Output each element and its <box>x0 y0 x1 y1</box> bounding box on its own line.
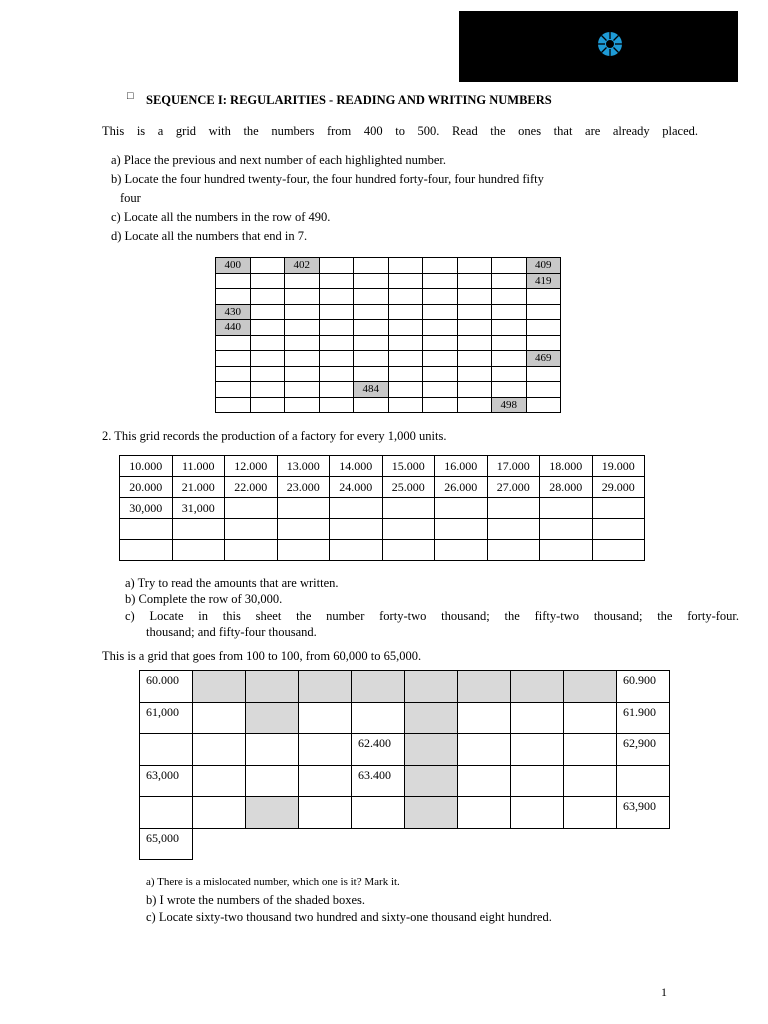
grid3-cell[interactable] <box>246 765 299 797</box>
task-1d: d) Locate all the numbers that end in 7. <box>111 229 308 243</box>
grid3-cell[interactable]: 61,000 <box>140 702 193 734</box>
grid2-cell[interactable] <box>435 540 488 561</box>
grid1-cell[interactable] <box>388 304 423 320</box>
grid3-cell[interactable] <box>352 702 405 734</box>
grid1-cell[interactable] <box>388 382 423 398</box>
grid1-cell[interactable] <box>319 366 354 382</box>
grid3-cell[interactable] <box>564 734 617 766</box>
grid1-cell[interactable] <box>457 366 492 382</box>
grid1-cell[interactable] <box>492 351 527 367</box>
grid2-cell[interactable] <box>330 519 383 540</box>
grid1-cell[interactable] <box>319 351 354 367</box>
grid2-cell[interactable] <box>172 540 225 561</box>
grid3-cell[interactable] <box>458 797 511 829</box>
grid2-cell[interactable] <box>382 519 435 540</box>
grid2-cell[interactable]: 27.000 <box>487 477 540 498</box>
grid1-cell[interactable] <box>423 366 458 382</box>
grid3-cell[interactable] <box>511 734 564 766</box>
grid1-row <box>216 382 561 398</box>
task-2c: c) Locate in this sheet the number forty-two thousand; the fifty-two thousand; the forty-four. <box>125 609 739 623</box>
grid1-cell[interactable] <box>457 258 492 274</box>
grid3-cell[interactable] <box>458 734 511 766</box>
grid1-cell[interactable] <box>526 382 561 398</box>
grid2-cell[interactable]: 26.000 <box>435 477 488 498</box>
grid2-cell[interactable]: 21.000 <box>172 477 225 498</box>
grid1-cell[interactable] <box>285 397 320 413</box>
grid2-cell[interactable]: 24.000 <box>330 477 383 498</box>
grid3-cell[interactable]: 65,000 <box>140 828 193 860</box>
grid3-cell[interactable] <box>246 734 299 766</box>
grid1-cell[interactable] <box>285 273 320 289</box>
grid3-cell[interactable] <box>193 671 246 703</box>
grid3-cell[interactable] <box>405 797 458 829</box>
grid3-cell[interactable] <box>511 765 564 797</box>
grid1-cell[interactable] <box>285 304 320 320</box>
grid1-cell[interactable] <box>250 366 285 382</box>
grid3-cell[interactable]: 60.000 <box>140 671 193 703</box>
grid3-cell[interactable]: 62.400 <box>352 734 405 766</box>
grid1-cell[interactable] <box>457 335 492 351</box>
grid1-cell[interactable] <box>285 335 320 351</box>
grid1-cell[interactable]: 469 <box>526 351 561 367</box>
task-3b: b) I wrote the numbers of the shaded boxes. <box>146 893 366 907</box>
grid3-cell[interactable] <box>564 797 617 829</box>
grid2-cell[interactable]: 18.000 <box>540 456 593 477</box>
page-number: 1 <box>661 985 667 999</box>
grid1-cell[interactable] <box>388 366 423 382</box>
grid1-cell[interactable] <box>526 366 561 382</box>
page-title: SEQUENCE I: REGULARITIES - READING AND WRITING NUMBERS <box>146 93 552 107</box>
grid1-cell[interactable] <box>354 289 389 305</box>
grid1-cell[interactable] <box>216 366 251 382</box>
grid1-cell[interactable] <box>388 320 423 336</box>
grid1-cell[interactable] <box>250 397 285 413</box>
number-grid-400-500 <box>215 257 561 413</box>
grid3-cell[interactable]: 63,000 <box>140 765 193 797</box>
grid1-cell[interactable] <box>319 289 354 305</box>
grid1-cell[interactable] <box>457 382 492 398</box>
grid1-cell[interactable] <box>354 258 389 274</box>
grid3-cell[interactable]: 62,900 <box>617 734 670 766</box>
grid1-cell[interactable] <box>492 335 527 351</box>
grid3-cell[interactable] <box>405 702 458 734</box>
grid1-cell[interactable] <box>423 304 458 320</box>
grid1-cell[interactable] <box>526 289 561 305</box>
grid1-row <box>216 304 561 320</box>
grid1-cell[interactable] <box>285 289 320 305</box>
grid1-cell[interactable] <box>388 351 423 367</box>
grid3-cell[interactable]: 63.400 <box>352 765 405 797</box>
grid1-cell[interactable] <box>216 335 251 351</box>
grid1-cell[interactable]: 440 <box>216 320 251 336</box>
grid1-cell[interactable] <box>492 304 527 320</box>
grid3-cell[interactable] <box>405 671 458 703</box>
grid2-cell[interactable]: 30,000 <box>120 498 173 519</box>
grid2-cell[interactable]: 25.000 <box>382 477 435 498</box>
grid1-cell[interactable] <box>423 351 458 367</box>
grid3-cell[interactable] <box>299 797 352 829</box>
grid3-row <box>140 734 670 766</box>
grid1-cell[interactable] <box>250 273 285 289</box>
grid3-cell[interactable] <box>405 734 458 766</box>
grid1-row <box>216 258 561 274</box>
grid1-cell[interactable] <box>354 304 389 320</box>
grid3-cell[interactable] <box>246 702 299 734</box>
grid1-cell[interactable] <box>526 335 561 351</box>
grid2-cell[interactable]: 10.000 <box>120 456 173 477</box>
grid2-cell[interactable] <box>592 498 645 519</box>
grid3-row <box>140 671 670 703</box>
grid1-cell[interactable] <box>250 258 285 274</box>
grid1-cell[interactable] <box>423 397 458 413</box>
grid2-cell[interactable]: 23.000 <box>277 477 330 498</box>
grid3-cell <box>511 828 564 860</box>
grid1-cell[interactable] <box>250 351 285 367</box>
grid1-cell[interactable] <box>423 382 458 398</box>
grid2-cell[interactable] <box>435 519 488 540</box>
grid1-cell[interactable] <box>423 289 458 305</box>
grid2-cell[interactable] <box>487 540 540 561</box>
grid2-cell[interactable]: 20.000 <box>120 477 173 498</box>
grid1-cell[interactable] <box>457 351 492 367</box>
grid2-row <box>120 477 645 498</box>
task-3a: a) There is a mislocated number, which one is it? Mark it. <box>146 876 400 888</box>
grid3-cell[interactable] <box>511 797 564 829</box>
grid2-row <box>120 498 645 519</box>
grid1-cell[interactable] <box>319 273 354 289</box>
grid1-row <box>216 273 561 289</box>
grid2-cell[interactable]: 14.000 <box>330 456 383 477</box>
grid2-cell[interactable] <box>540 519 593 540</box>
grid2-cell[interactable]: 16.000 <box>435 456 488 477</box>
grid3-row <box>140 828 670 860</box>
grid2-cell[interactable]: 17.000 <box>487 456 540 477</box>
grid1-cell[interactable]: 400 <box>216 258 251 274</box>
grid1-cell[interactable] <box>216 273 251 289</box>
grid2-cell[interactable] <box>277 540 330 561</box>
grid1-cell[interactable] <box>492 273 527 289</box>
grid3-cell <box>617 828 670 860</box>
grid2-cell[interactable] <box>487 519 540 540</box>
grid2-cell[interactable] <box>330 498 383 519</box>
grid3-cell[interactable] <box>246 671 299 703</box>
grid3-cell[interactable] <box>193 765 246 797</box>
grid1-cell[interactable]: 498 <box>492 397 527 413</box>
grid2-cell[interactable]: 29.000 <box>592 477 645 498</box>
grid1-row <box>216 366 561 382</box>
grid3-cell[interactable] <box>246 797 299 829</box>
grid3-row <box>140 765 670 797</box>
grid2-cell[interactable]: 13.000 <box>277 456 330 477</box>
grid1-row <box>216 351 561 367</box>
grid1-cell[interactable] <box>216 382 251 398</box>
grid3-cell <box>564 828 617 860</box>
grid2-row <box>120 519 645 540</box>
grid2-cell[interactable] <box>540 540 593 561</box>
grid2-cell[interactable] <box>120 519 173 540</box>
intro-1: This is a grid with the numbers from 400 to 500. Read the ones that are already placed. <box>102 124 698 138</box>
grid1-cell[interactable] <box>250 289 285 305</box>
grid3-cell[interactable] <box>140 797 193 829</box>
grid3-cell <box>299 828 352 860</box>
grid3-cell[interactable] <box>511 702 564 734</box>
grid1-cell[interactable] <box>492 258 527 274</box>
grid1-cell[interactable] <box>285 351 320 367</box>
grid1-cell[interactable] <box>492 289 527 305</box>
grid1-cell[interactable] <box>457 289 492 305</box>
intro-2: 2. This grid records the production of a factory for every 1,000 units. <box>102 429 447 443</box>
grid1-cell[interactable] <box>319 382 354 398</box>
grid3-row <box>140 702 670 734</box>
grid2-cell[interactable]: 28.000 <box>540 477 593 498</box>
grid3-cell[interactable] <box>299 702 352 734</box>
grid-60000-65000 <box>139 670 670 860</box>
grid3-cell <box>458 828 511 860</box>
intro-3: This is a grid that goes from 100 to 100, from 60,000 to 65,000. <box>102 649 422 663</box>
grid3-cell[interactable] <box>352 671 405 703</box>
grid2-cell[interactable] <box>487 498 540 519</box>
grid2-cell[interactable] <box>592 540 645 561</box>
grid1-cell[interactable] <box>526 320 561 336</box>
grid1-cell[interactable] <box>492 382 527 398</box>
grid1-cell[interactable] <box>319 335 354 351</box>
grid1-row <box>216 397 561 413</box>
grid1-cell[interactable] <box>285 320 320 336</box>
grid1-cell[interactable]: 409 <box>526 258 561 274</box>
grid2-cell[interactable]: 15.000 <box>382 456 435 477</box>
task-2b: b) Complete the row of 30,000. <box>125 592 283 606</box>
grid3-cell[interactable] <box>140 734 193 766</box>
grid1-cell[interactable]: 484 <box>354 382 389 398</box>
grid2-cell[interactable] <box>330 540 383 561</box>
grid2-cell[interactable] <box>172 519 225 540</box>
grid1-cell[interactable] <box>388 258 423 274</box>
grid3-cell[interactable]: 60.900 <box>617 671 670 703</box>
grid2-cell[interactable]: 11.000 <box>172 456 225 477</box>
task-1c: c) Locate all the numbers in the row of 490. <box>111 210 331 224</box>
grid2-cell[interactable] <box>225 519 278 540</box>
grid2-cell[interactable] <box>225 498 278 519</box>
grid3-cell[interactable] <box>511 671 564 703</box>
grid1-cell[interactable] <box>354 273 389 289</box>
bullet-icon: □ <box>127 90 134 102</box>
grid1-cell[interactable] <box>388 335 423 351</box>
grid3-cell[interactable] <box>299 671 352 703</box>
grid2-cell[interactable] <box>592 519 645 540</box>
grid1-cell[interactable] <box>216 351 251 367</box>
grid2-cell[interactable]: 19.000 <box>592 456 645 477</box>
grid1-cell[interactable] <box>319 258 354 274</box>
grid1-cell[interactable] <box>285 382 320 398</box>
grid1-cell[interactable]: 430 <box>216 304 251 320</box>
grid1-cell[interactable] <box>423 320 458 336</box>
grid1-cell[interactable] <box>354 351 389 367</box>
grid1-cell[interactable] <box>354 366 389 382</box>
grid1-cell[interactable] <box>354 320 389 336</box>
task-1b: b) Locate the four hundred twenty-four, the four hundred forty-four, four hundred fifty <box>111 172 544 186</box>
grid1-cell[interactable] <box>250 335 285 351</box>
grid2-cell[interactable] <box>225 540 278 561</box>
grid3-cell[interactable] <box>193 797 246 829</box>
grid1-cell[interactable] <box>250 320 285 336</box>
grid1-cell[interactable] <box>423 258 458 274</box>
task-3c: c) Locate sixty-two thousand two hundred and sixty-one thousand eight hundred. <box>146 910 552 924</box>
grid3-cell <box>405 828 458 860</box>
grid3-cell[interactable] <box>617 765 670 797</box>
grid3-cell[interactable]: 61.900 <box>617 702 670 734</box>
grid1-cell[interactable] <box>492 320 527 336</box>
grid3-cell[interactable] <box>405 765 458 797</box>
grid3-cell[interactable] <box>299 734 352 766</box>
grid2-cell[interactable] <box>120 540 173 561</box>
grid1-cell[interactable] <box>457 397 492 413</box>
grid3-cell[interactable] <box>564 765 617 797</box>
grid1-cell[interactable] <box>354 335 389 351</box>
grid1-cell[interactable] <box>526 304 561 320</box>
grid2-row <box>120 456 645 477</box>
grid3-cell[interactable] <box>458 765 511 797</box>
grid3-cell[interactable]: 63,900 <box>617 797 670 829</box>
grid3-cell[interactable] <box>352 797 405 829</box>
grid3-cell[interactable] <box>458 671 511 703</box>
grid2-cell[interactable]: 12.000 <box>225 456 278 477</box>
logo-icon <box>597 31 623 57</box>
grid1-cell[interactable] <box>492 366 527 382</box>
grid3-cell[interactable] <box>564 671 617 703</box>
grid2-cell[interactable] <box>382 498 435 519</box>
grid1-row <box>216 320 561 336</box>
grid2-cell[interactable] <box>540 498 593 519</box>
grid1-cell[interactable] <box>457 273 492 289</box>
grid2-cell[interactable]: 22.000 <box>225 477 278 498</box>
grid1-cell[interactable] <box>216 289 251 305</box>
grid1-cell[interactable] <box>319 397 354 413</box>
task-2a: a) Try to read the amounts that are written. <box>125 576 339 590</box>
grid2-cell[interactable] <box>277 498 330 519</box>
grid1-cell[interactable] <box>457 304 492 320</box>
grid3-cell[interactable] <box>564 702 617 734</box>
task-2c-cont: thousand; and fifty-four thousand. <box>146 625 317 639</box>
grid3-cell[interactable] <box>458 702 511 734</box>
grid2-cell[interactable]: 31,000 <box>172 498 225 519</box>
grid3-cell[interactable] <box>193 734 246 766</box>
grid3-cell[interactable] <box>193 702 246 734</box>
grid1-row <box>216 289 561 305</box>
grid1-cell[interactable] <box>285 366 320 382</box>
grid1-cell[interactable] <box>319 304 354 320</box>
grid1-cell[interactable] <box>319 320 354 336</box>
grid1-cell[interactable] <box>526 397 561 413</box>
grid1-cell[interactable] <box>423 335 458 351</box>
production-grid <box>119 455 645 561</box>
task-1a: a) Place the previous and next number of each highlighted number. <box>111 153 446 167</box>
grid3-cell <box>193 828 246 860</box>
grid2-cell[interactable] <box>382 540 435 561</box>
grid3-cell <box>352 828 405 860</box>
grid1-cell[interactable] <box>216 397 251 413</box>
grid2-cell[interactable] <box>277 519 330 540</box>
grid3-cell[interactable] <box>299 765 352 797</box>
grid1-cell[interactable]: 419 <box>526 273 561 289</box>
grid3-row <box>140 797 670 829</box>
grid1-cell[interactable]: 402 <box>285 258 320 274</box>
grid1-cell[interactable] <box>423 273 458 289</box>
grid3-cell <box>246 828 299 860</box>
grid1-cell[interactable] <box>457 320 492 336</box>
grid2-cell[interactable] <box>435 498 488 519</box>
grid1-cell[interactable] <box>354 397 389 413</box>
grid1-cell[interactable] <box>250 304 285 320</box>
grid1-row <box>216 335 561 351</box>
task-1b-cont: four <box>120 191 141 205</box>
grid2-row <box>120 540 645 561</box>
grid1-cell[interactable] <box>250 382 285 398</box>
grid1-cell[interactable] <box>388 273 423 289</box>
grid1-cell[interactable] <box>388 289 423 305</box>
grid1-cell[interactable] <box>388 397 423 413</box>
